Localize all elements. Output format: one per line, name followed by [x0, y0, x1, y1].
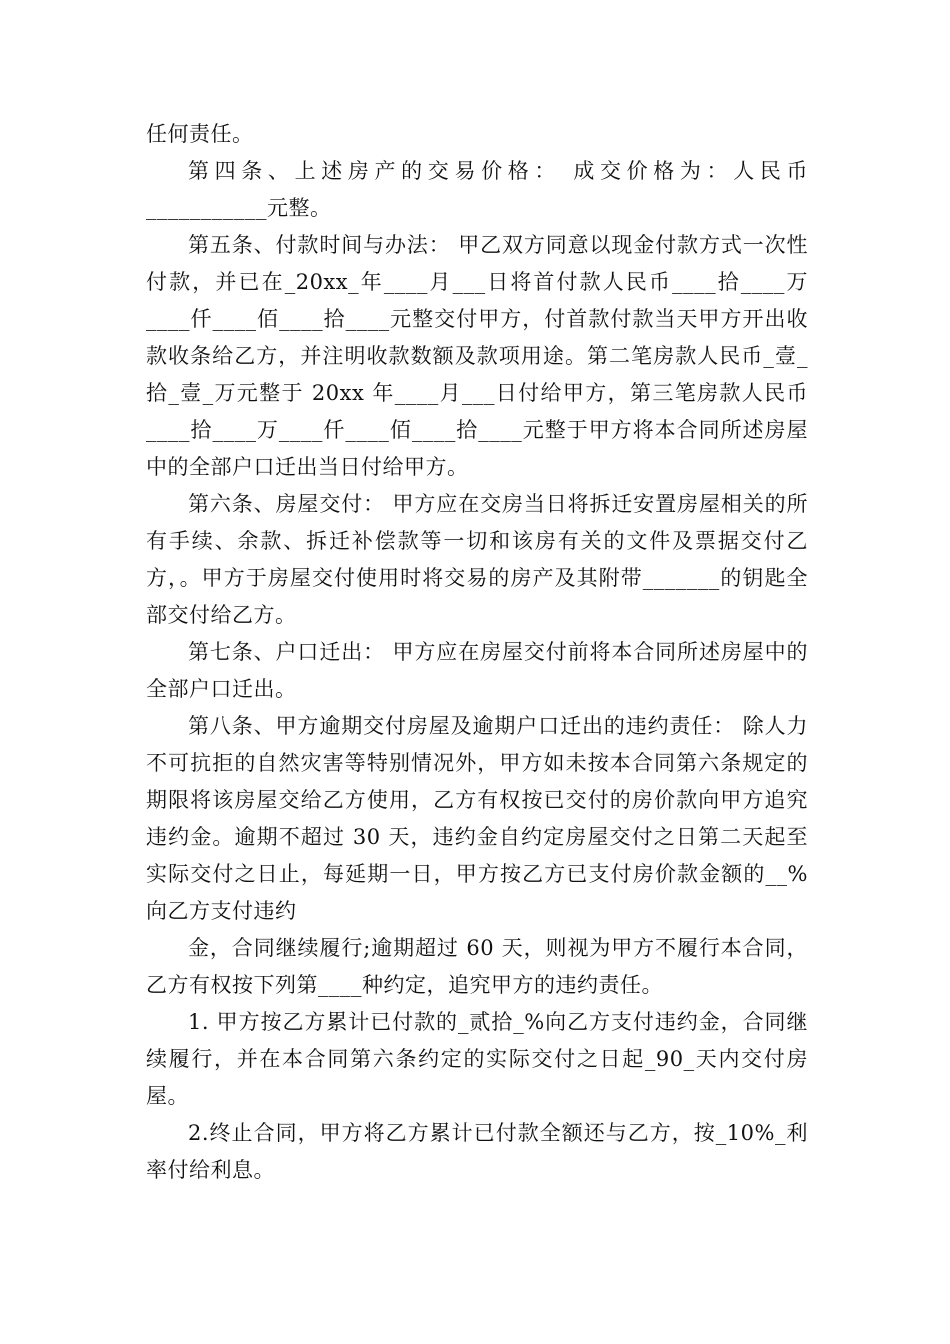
paragraph-article-6: 第六条、房屋交付： 甲方应在交房当日将拆迁安置房屋相关的所有手续、余款、拆迁补偿款等一切和该房有关的文件及票据交付乙方，。甲方于房屋交付使用时将交易的房产及其附带_______的钥匙全部交付给乙方。 [146, 492, 808, 627]
paragraph-continuation: 任何责任。 [146, 122, 254, 146]
paragraph-clause-1: 1. 甲方按乙方累计已付款的_贰拾_%向乙方支付违约金，合同继续履行，并在本合同第六条约定的实际交付之日起_90_天内交付房屋。 [146, 1010, 808, 1108]
paragraph-clause-2: 2.终止合同，甲方将乙方累计已付款全额还与乙方，按_10%_利率付给利息。 [146, 1121, 808, 1182]
paragraph-article-8: 第八条、甲方逾期交付房屋及逾期户口迁出的违约责任： 除人力不可抗拒的自然灾害等特别情况外，甲方如未按本合同第六条规定的期限将该房屋交给乙方使用，乙方有权按已交付的房价款向甲方追究违约金。逾期不超过 30 天，违约金自约定房屋交付之日第二天起至实际交付之日止，每延期一日，甲方按乙方已支付房价款金额的__%向乙方支付违约 [146, 714, 808, 923]
paragraph-article-5: 第五条、付款时间与办法： 甲乙双方同意以现金付款方式一次性付款，并已在_20xx_年____月___日将首付款人民币____拾____万____仟____佰____拾____元整交付甲方，付首款付款当天甲方开出收款收条给乙方，并注明收款数额及款项用途。第二笔房款人民币_壹_拾_壹_万元整于 20xx 年____月___日付给甲方，第三笔房款人民币____拾____万____仟____佰____拾____元整于甲方将本合同所述房屋中的全部户口迁出当日付给甲方。 [146, 233, 808, 479]
paragraph-article-4: 第四条、上述房产的交易价格： 成交价格为：人民币___________元整。 [146, 159, 808, 220]
paragraph-article-7: 第七条、户口迁出： 甲方应在房屋交付前将本合同所述房屋中的全部户口迁出。 [146, 640, 808, 701]
document-body [146, 116, 808, 1189]
paragraph-article-8-continued: 金，合同继续履行;逾期超过 60 天，则视为甲方不履行本合同，乙方有权按下列第____种约定，追究甲方的违约责任。 [146, 936, 808, 997]
